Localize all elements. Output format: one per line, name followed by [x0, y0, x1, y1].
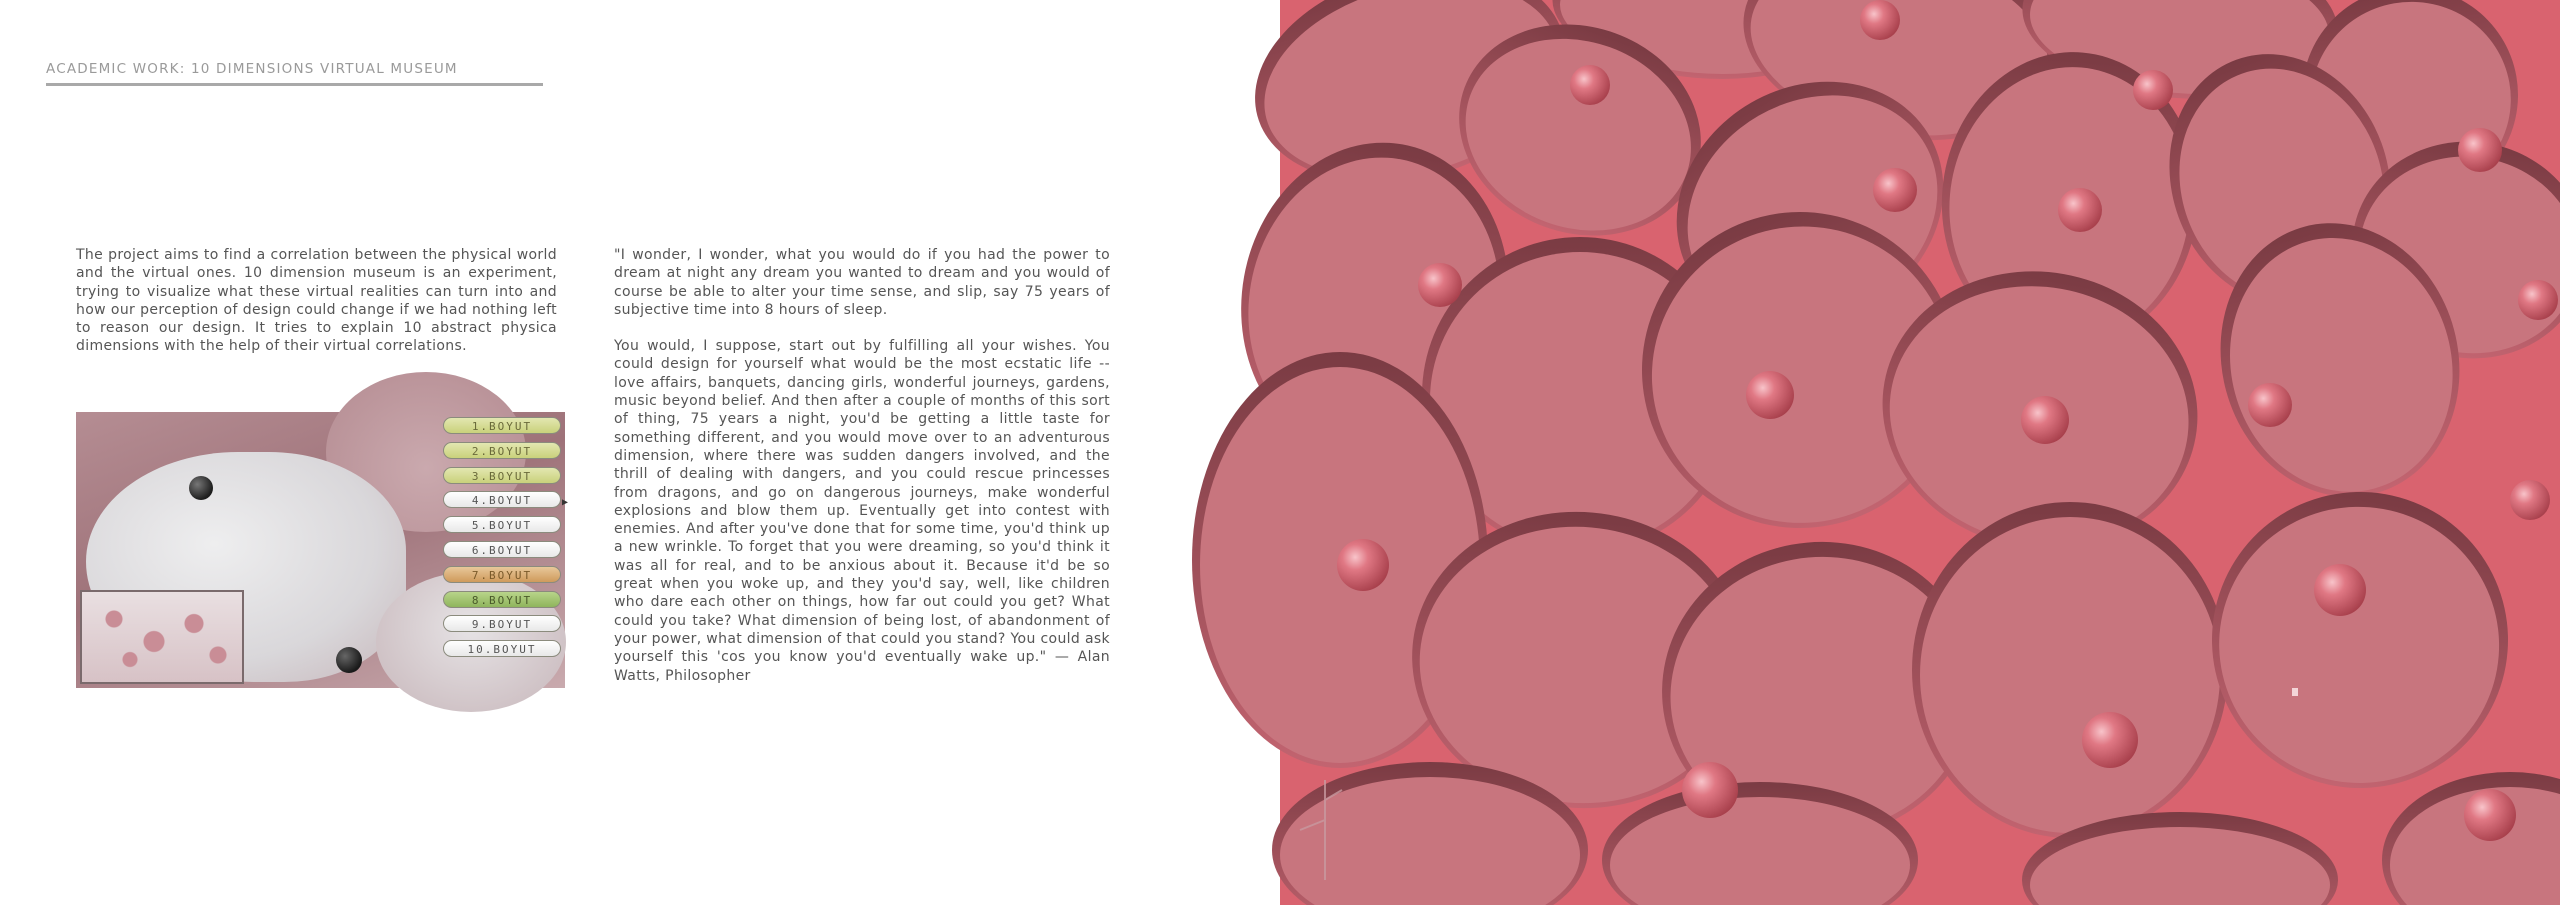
render-sphere	[2133, 70, 2173, 110]
quote-paragraph-2: You would, I suppose, start out by fulfilling all your wishes. You could design for yourself what would be the most ecstatic life -- love affairs, banquets, dancing girls, wonderful journeys, gardens, music beyond belief. And then after a couple of months of this sort of thing, 75 years a night, you'd be getting a little taste for something different, and you would move over to an adventurous dimension, where there was sudden dangers involved, and the thrill of dealing with dangers, and you could rescue princesses from dragons, and go on dangerous journeys, make wonderful explosions and blow them up. Eventually get into contest with enemies. And after you've done that for some time, you'd think up a new wrinkle. To forget that you were dreaming, so you'd think it was all for real, and to be anxious about it. Because it'd be so great when you woke up, and they you'd say, well, like children who dare each other on things, how far out could you get? What could you take? What dimension of being lost, of abandonment of your power, what dimension of that could you stand? You could ask yourself this 'cos you know you'd eventually wake up." — Alan Watts, Philosopher	[614, 338, 1110, 684]
render-sphere	[189, 476, 213, 500]
render-sphere	[1746, 371, 1794, 419]
cursor-marker	[2292, 688, 2298, 696]
cell-opening	[1920, 517, 2220, 833]
dimension-button-4[interactable]: 4.BOYUT ▶	[443, 491, 561, 508]
render-sphere	[2510, 480, 2550, 520]
dimension-menu	[443, 417, 568, 665]
render-sphere	[2082, 712, 2138, 768]
render-sphere	[2021, 396, 2069, 444]
render-sphere	[1682, 762, 1738, 818]
voronoi-cell-render	[1280, 0, 2560, 905]
dimension-button-8[interactable]: 8.BOYUT	[443, 591, 561, 608]
quote-column	[614, 246, 1110, 703]
dimension-button-6[interactable]: 6.BOYUT	[443, 541, 561, 558]
render-sphere	[2058, 188, 2102, 232]
selection-arrow-icon: ▶	[561, 497, 568, 509]
quote-paragraph-1: "I wonder, I wonder, what you would do if you had the power to dream at night any dream you wanted to dream and you would of course be able to alter your time sense, and slip, say 75 years of subjective time into 8 hours of sleep.	[614, 247, 1110, 318]
render-sphere	[1860, 0, 1900, 40]
intro-paragraph: The project aims to find a correlation between the physical world and the virtual ones. 10 dimension museum is an experiment, trying to visualize what these virtual realities can turn into and how our perception of design could change if we had nothing left to reason our design. It tries to explain 10 abstract physica dimensions with the help of their virtual correlations.	[76, 247, 557, 355]
render-sphere	[1570, 65, 1610, 105]
title-underline	[46, 83, 543, 86]
render-sphere	[336, 647, 362, 673]
dimension-button-10[interactable]: 10.BOYUT	[443, 640, 561, 657]
dimension-button-1[interactable]: 1.BOYUT	[443, 417, 561, 434]
render-sphere	[2518, 280, 2558, 320]
render-cells	[1192, 0, 2560, 905]
render-sphere	[1337, 539, 1389, 591]
museum-render-screenshot	[76, 412, 568, 688]
render-sphere	[1873, 168, 1917, 212]
render-sphere	[2464, 789, 2516, 841]
render-sphere	[2248, 383, 2292, 427]
dimension-button-9[interactable]: 9.BOYUT	[443, 615, 561, 632]
render-sphere	[1418, 263, 1462, 307]
render-sphere	[2458, 128, 2502, 172]
render-sphere	[2314, 564, 2366, 616]
section-title: ACADEMIC WORK: 10 DIMENSIONS VIRTUAL MUSEUM	[46, 61, 458, 77]
dimension-button-5[interactable]: 5.BOYUT	[443, 516, 561, 533]
dimension-button-3[interactable]: 3.BOYUT	[443, 467, 561, 484]
dimension-button-7[interactable]: 7.BOYUT	[443, 566, 561, 583]
right-page-render	[1280, 0, 2560, 905]
dimension-button-2[interactable]: 2.BOYUT	[443, 442, 561, 459]
render-inset-preview	[80, 590, 244, 684]
